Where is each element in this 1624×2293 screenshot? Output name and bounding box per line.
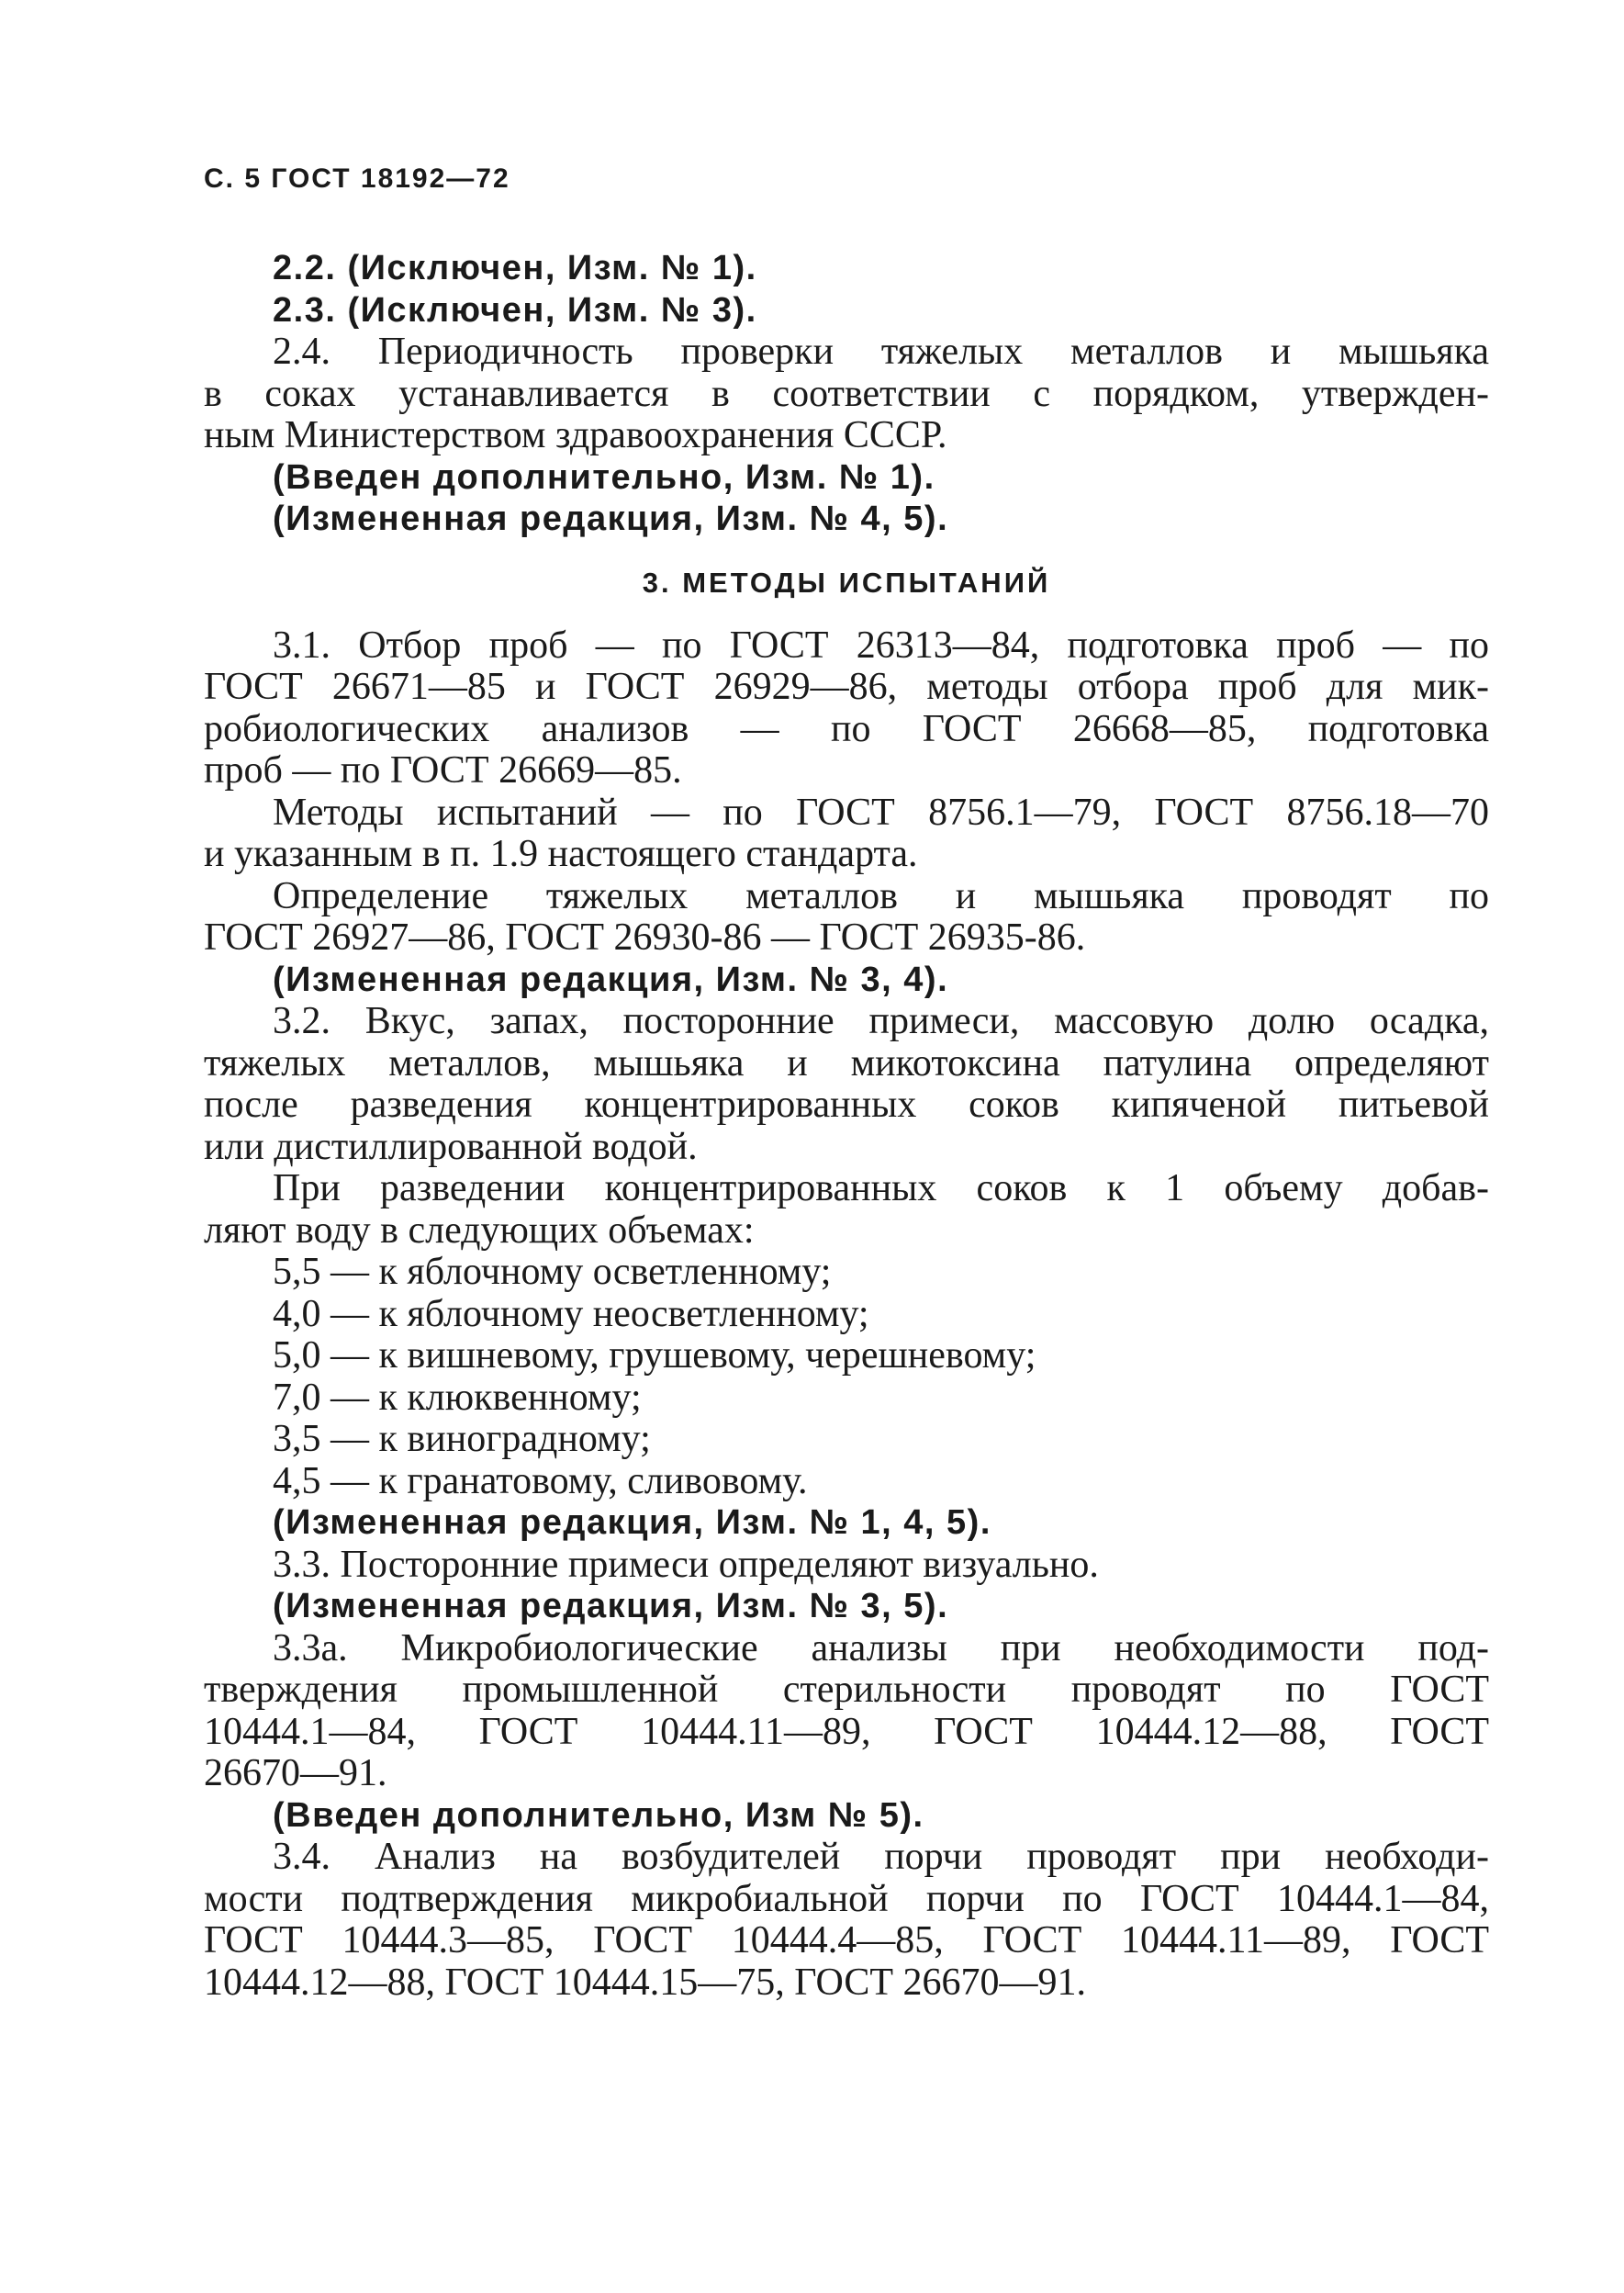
clause-3-1-methods-line-2: и указанным в п. 1.9 настоящего стандарта. (204, 833, 918, 875)
amendment-note: (Измененная редакция, Изм. № 4, 5). (273, 500, 949, 538)
dilution-list-item: 5,5 — к яблочному осветленному; (273, 1251, 832, 1293)
clause-3-3a-line-2: тверждения промышленной стерильности проводят по ГОСТ (204, 1669, 1489, 1711)
clause-2-3: 2.3. (Исключен, Изм. № 3). (273, 290, 757, 330)
clause-3-1-methods-line-1: Методы испытаний — по ГОСТ 8756.1—79, ГОСТ 8756.18—70 (273, 791, 1489, 834)
clause-3-3a-line-3: 10444.1—84, ГОСТ 10444.11—89, ГОСТ 10444.12—88, ГОСТ (204, 1710, 1489, 1753)
clause-3-2-line-4: или дистиллированной водой. (204, 1125, 698, 1168)
dilution-list-item: 4,5 — к гранатовому, сливовому. (273, 1459, 808, 1502)
clause-3-2-line-2: тяжелых металлов, мышьяка и микотоксина патулина определяют (204, 1041, 1489, 1085)
clause-3-1-line-4: проб — по ГОСТ 26669—85. (204, 749, 682, 792)
dilution-intro-line-2: ляют воду в следующих объемах: (204, 1208, 755, 1252)
clause-3-3a-line-4: 26670—91. (204, 1752, 387, 1794)
clause-3-4-line-2: мости подтверждения микробиальной порчи по ГОСТ 10444.1—84, (204, 1877, 1489, 1920)
clause-3-1-line-2: ГОСТ 26671—85 и ГОСТ 26929—86, методы отбора проб для мик- (204, 666, 1489, 708)
clause-3-1-line-1: 3.1. Отбор проб — по ГОСТ 26313—84, подготовка проб — по (273, 624, 1489, 667)
dilution-intro-line-1: При разведении концентрированных соков к 1 объему добав- (273, 1167, 1489, 1209)
clause-3-1-metals-line-2: ГОСТ 26927—86, ГОСТ 26930-86 — ГОСТ 26935-86. (204, 916, 1086, 959)
clause-2-2: 2.2. (Исключен, Изм. № 1). (273, 249, 757, 287)
clause-3-3a-line-1: 3.3а. Микробиологические анализы при необходимости под- (273, 1626, 1489, 1669)
page-header: С. 5 ГОСТ 18192—72 (204, 163, 510, 194)
page-content (204, 248, 1489, 2004)
amendment-note: (Введен дополнительно, Изм. № 1). (273, 457, 935, 497)
dilution-list-item: 3,5 — к виноградному; (273, 1418, 651, 1460)
clause-2-4-line-1: 2.4. Периодичность проверки тяжелых металлов и мышьяка (273, 331, 1489, 373)
clause-3-1-metals-line-1: Определение тяжелых металлов и мышьяка проводят по (273, 874, 1489, 917)
amendment-note: (Измененная редакция, Изм. № 3, 4). (273, 960, 949, 999)
clause-2-4-line-2: в соках устанавливается в соответствии с порядком, утвержден- (204, 372, 1489, 415)
clause-3-4-line-1: 3.4. Анализ на возбудителей порчи проводят при необходи- (273, 1836, 1489, 1878)
section-3-title: 3. МЕТОДЫ ИСПЫТАНИЙ (642, 566, 1051, 599)
amendment-note: (Введен дополнительно, Изм № 5). (273, 1795, 924, 1835)
clause-3-3: 3.3. Посторонние примеси определяют визуально. (273, 1543, 1099, 1586)
clause-2-4-line-3: ным Министерством здравоохранения СССР. (204, 414, 947, 456)
clause-3-4-line-4: 10444.12—88, ГОСТ 10444.15—75, ГОСТ 26670—91. (204, 1961, 1086, 2004)
clause-3-4-line-3: ГОСТ 10444.3—85, ГОСТ 10444.4—85, ГОСТ 10444.11—89, ГОСТ (204, 1919, 1489, 1961)
amendment-note: (Измененная редакция, Изм. № 3, 5). (273, 1587, 949, 1625)
dilution-list-item: 5,0 — к вишневому, грушевому, черешневому; (273, 1334, 1036, 1377)
clause-3-1-line-3: робиологических анализов — по ГОСТ 26668—85, подготовка (204, 707, 1489, 750)
clause-3-2-line-1: 3.2. Вкус, запах, посторонние примеси, массовую долю осадка, (273, 1000, 1489, 1042)
clause-3-2-line-3: после разведения концентрированных соков кипяченой питьевой (204, 1084, 1489, 1126)
amendment-note: (Измененная редакция, Изм. № 1, 4, 5). (273, 1503, 991, 1542)
dilution-list-item: 4,0 — к яблочному неосветленному; (273, 1292, 869, 1335)
dilution-list-item: 7,0 — к клюквенному; (273, 1376, 642, 1419)
